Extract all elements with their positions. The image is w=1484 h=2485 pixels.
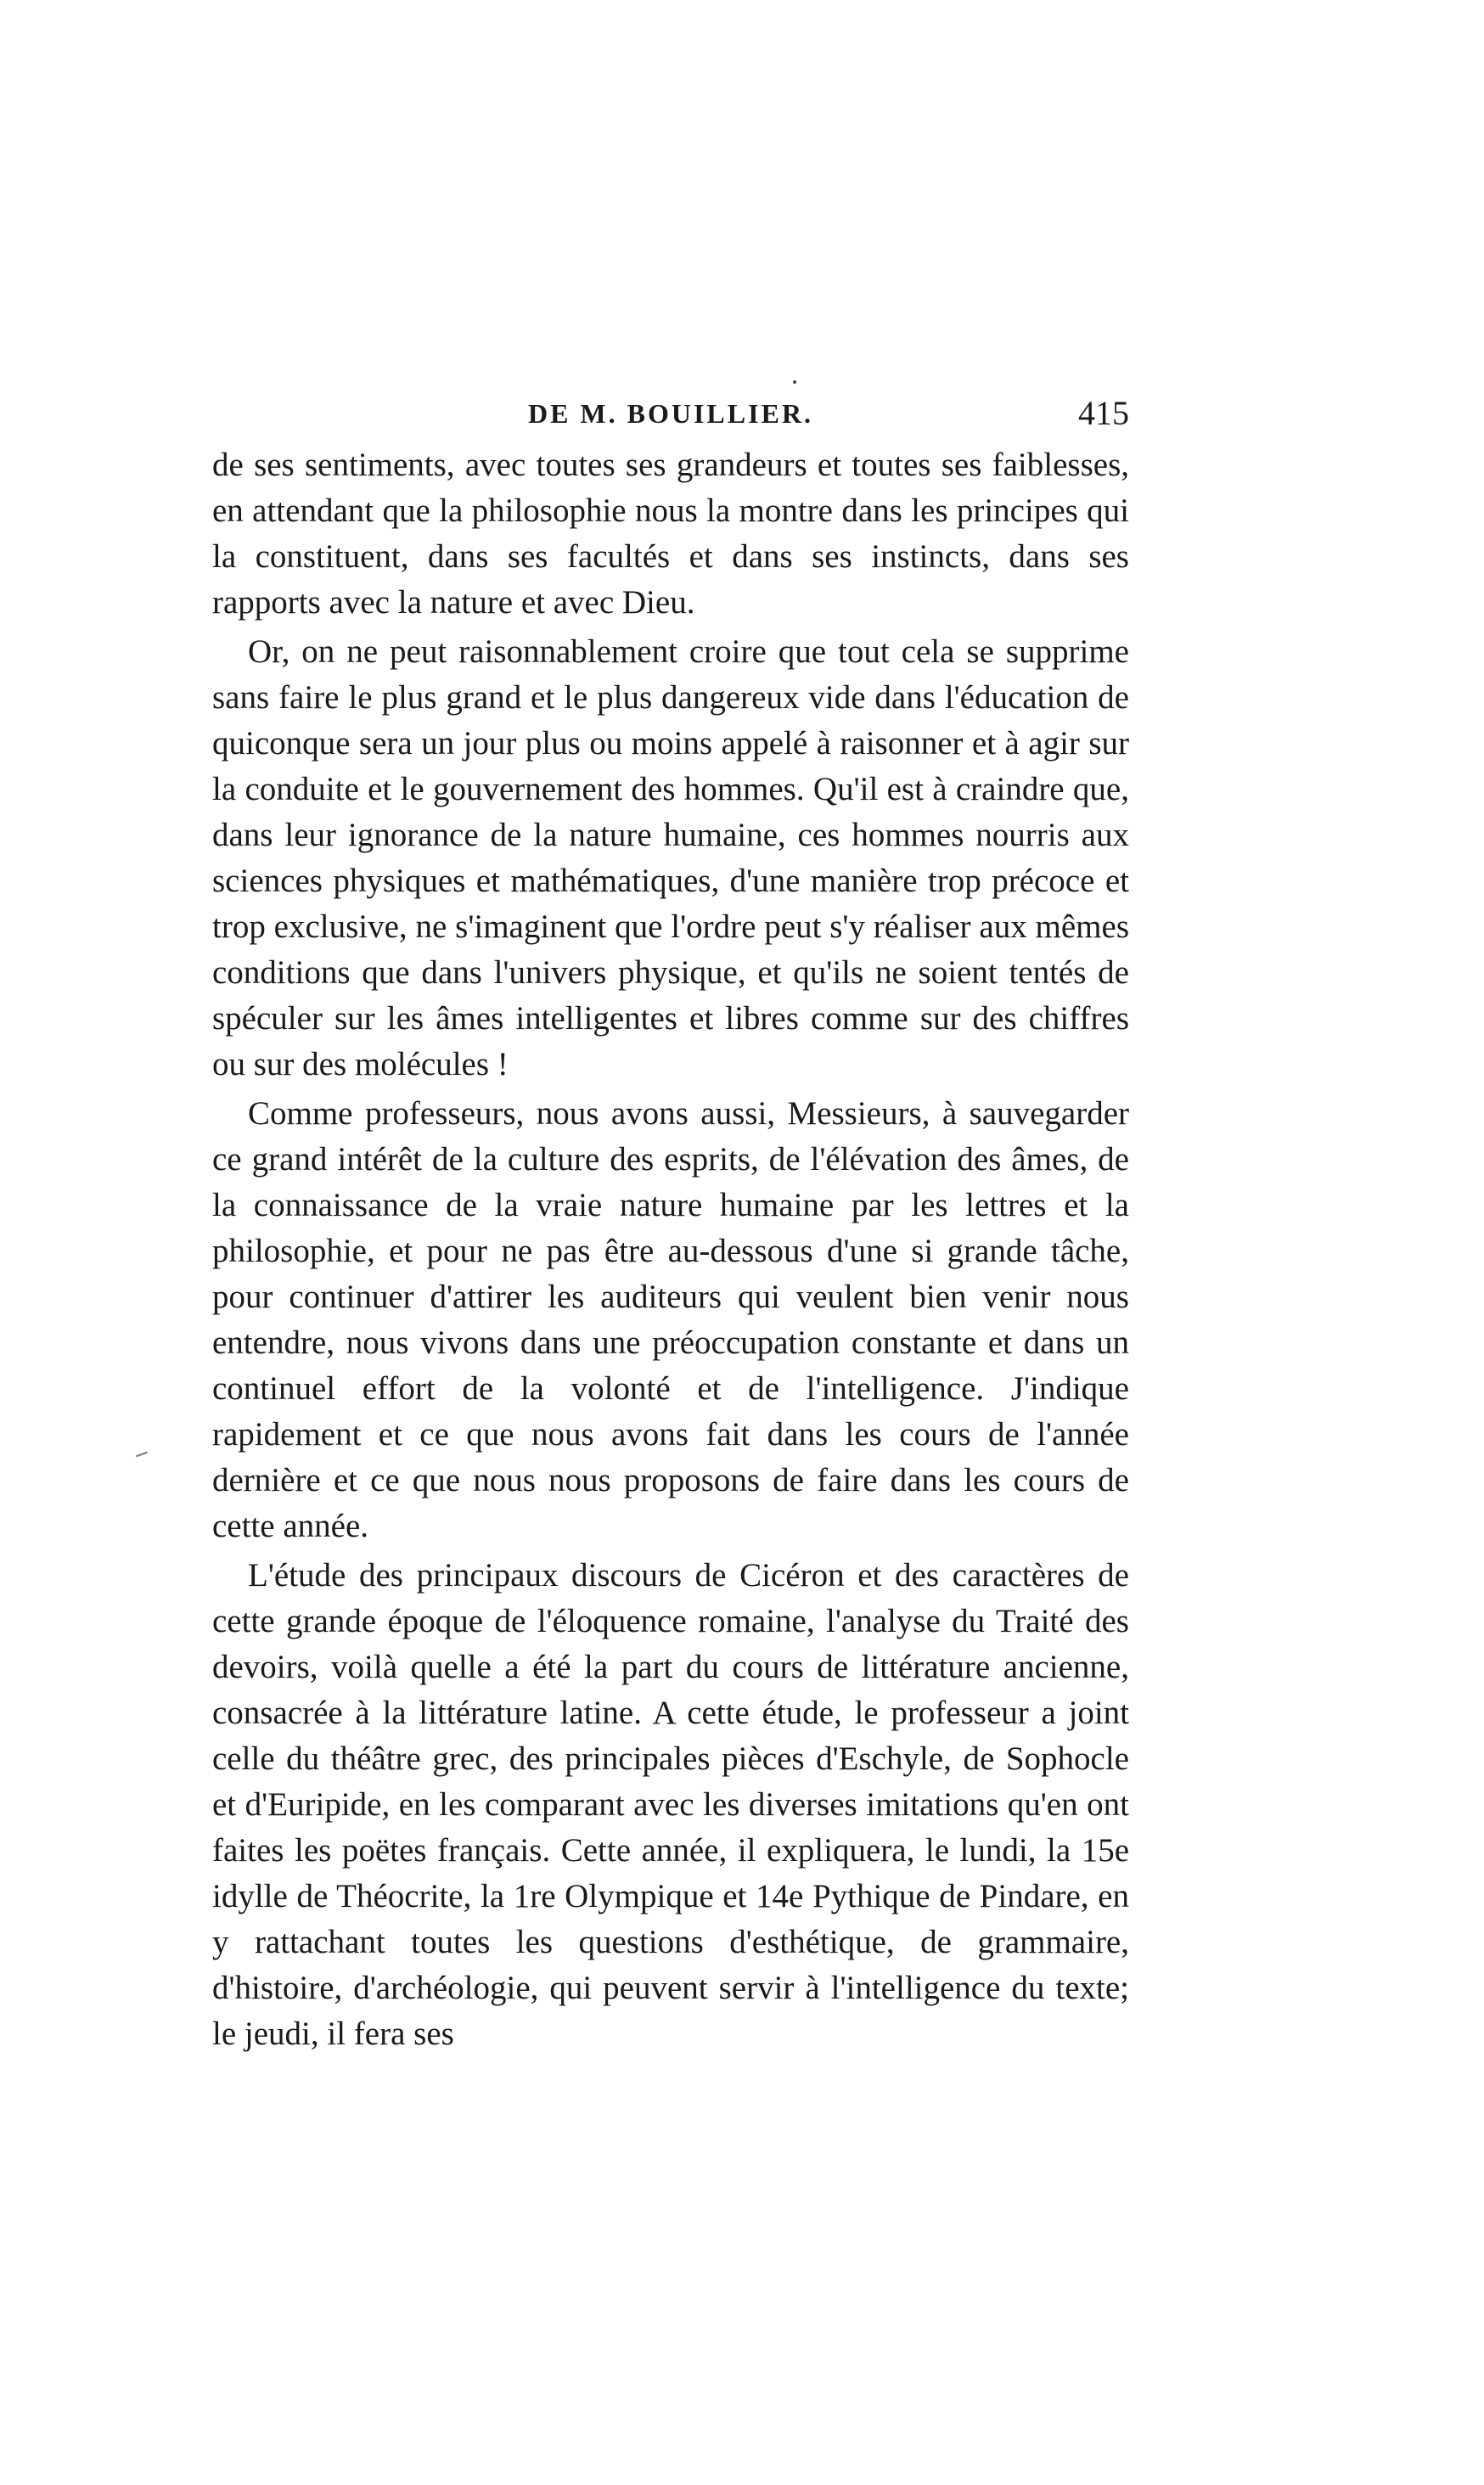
running-head bbox=[212, 392, 1129, 443]
paragraph-1: de ses sentiments, avec toutes ses grandeurs et toutes ses faiblesses, en attendant que la philosophie nous la montre dans les principes qui la constituent, dans ses facultés et dans ses instincts, dans ses rapports avec la nature et avec Dieu. bbox=[212, 447, 1129, 621]
paragraph-2: Or, on ne peut raisonnablement croire que tout cela se supprime sans faire le plus grand et le plus dangereux vide dans l'éducation de quiconque sera un jour plus ou moins appelé à raisonner et à agir sur la conduite et le gouvernement des hommes. Qu'il est à craindre que, dans leur ignorance de la nature humaine, ces hommes nourris aux sciences physiques et mathématiques, d'une manière trop précoce et trop exclusive, ne s'imaginent que l'ordre peut s'y réaliser aux mêmes conditions que dans l'univers physique, et qu'ils ne soient tentés de spéculer sur les âmes intelligentes et libres comme sur des chiffres ou sur des molécules ! bbox=[212, 633, 1129, 1082]
print-speck bbox=[793, 380, 796, 384]
paragraph-3: Comme professeurs, nous avons aussi, Messieurs, à sauvegarder ce grand intérêt de la culture des esprits, de l'élévation des âmes, de la connaissance de la vraie nature humaine par les lettres et la philosophie, et pour ne pas être au-dessous d'une si grande tâche, pour continuer d'attirer les auditeurs qui veulent bien venir nous entendre, nous vivons dans une préoccupation constante et dans un continuel effort de la volonté et de l'intelligence. J'indique rapidement et ce que nous avons fait dans les cours de l'année dernière et ce que nous nous proposons de faire dans les cours de cette année. bbox=[212, 1095, 1129, 1544]
running-title: DE M. BOUILLIER. bbox=[527, 398, 814, 429]
paragraph-4: L'étude des principaux discours de Cicéron et des caractères de cette grande époque de l'éloquence romaine, l'analyse du Traité des devoirs, voilà quelle a été la part du cours de littérature ancienne, consacrée à la littérature latine. A cette étude, le professeur a joint celle du théâtre grec, des principales pièces d'Eschyle, de Sophocle et d'Euripide, en les comparant avec les diverses imitations qu'en ont faites les poëtes français. Cette année, il expliquera, le lundi, la 15e idylle de Théocrite, la 1re Olympique et 14e Pythique de Pindare, en y rattachant toutes les questions d'esthétique, de grammaire, d'histoire, d'archéologie, qui peuvent servir à l'intelligence du texte; le jeudi, il fera ses bbox=[212, 1557, 1129, 2052]
margin-mark bbox=[136, 1452, 148, 1458]
page-number: 415 bbox=[1078, 394, 1129, 432]
body-text bbox=[212, 442, 1129, 2061]
